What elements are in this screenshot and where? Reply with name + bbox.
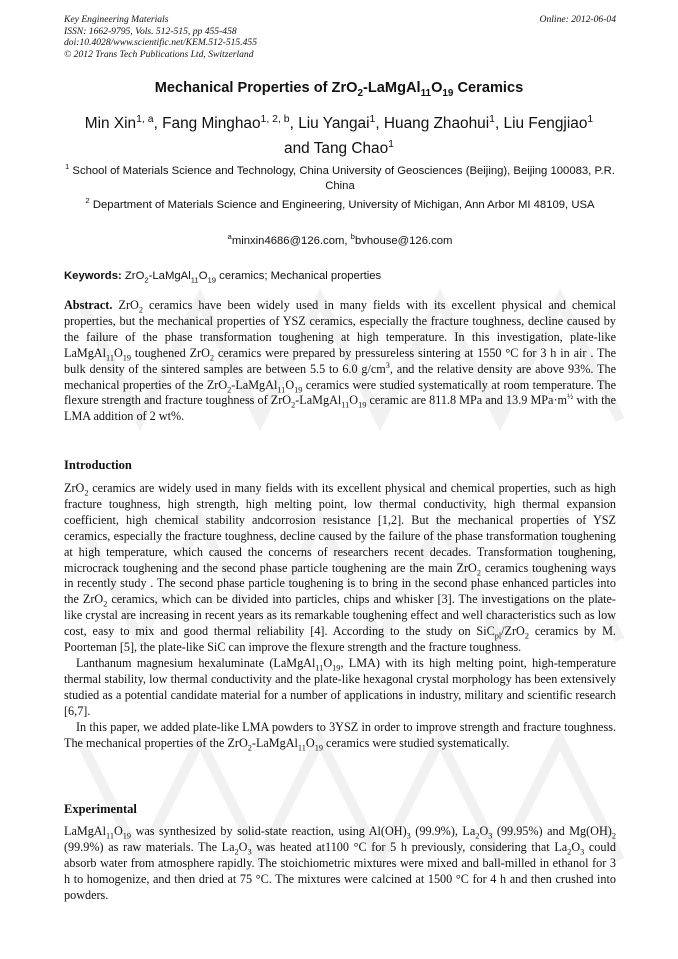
experimental-heading: Experimental [64,802,137,816]
doi-line: doi:10.4028/www.scientific.net/KEM.512-515.455 [64,37,258,49]
affiliation-2: $^2$ Department of Materials Science and Engineering, University of Michigan, Ann Arbor MI 48109, USA [85,196,595,211]
introduction-heading: Introduction [64,458,132,472]
online-date: Online: 2012-06-04 [539,14,616,25]
author-emails: $^a$minxin4686@126.com, $^b$bvhouse@126.com [227,232,453,247]
abstract-label: Abstract. [64,298,113,312]
keywords-label: Keywords: [64,270,122,282]
introduction-paragraph-2: Lanthanum magnesium hexaluminate ($LaMgAl_{11}O_{19}$, LMA) with its high melting point, high-temperature thermal stability, low thermal conductivity and the plate-like hexagonal crystal morphology has been extensively studied as a potential candidate material for a number of applications in industry, military and scientific research [6,7]. [64,655,617,718]
introduction-section [64,481,616,751]
affiliation-1: $^1$ School of Materials Science and Technology, China University of Geosciences (Beijing), Beijing 100083, P.R. China [65,162,615,192]
author-list: Min Xin$^{1, a}$, Fang Minghao$^{1, 2, b}$, Liu Yangai$^1$, Huang Zhaohui$^1$, Liu Fengjiao$^1$ and Tang Chao$^1$ [84,113,594,157]
experimental-section [64,824,616,904]
paper-title: Mechanical Properties of $ZrO_2-LaMgAl_{11}O_{19}$ Ceramics [154,80,524,99]
copyright-line: © 2012 Trans Tech Publications Ltd, Switzerland [64,48,254,60]
abstract-section [64,298,616,425]
abstract-paragraph: Abstract. ZrO$_2$ ceramics have been widely used in many fields with its excellent physical and chemical properties, but the mechanical properties of YSZ ceramics, especially the fracture toughness, decline caused by the failure of the phase transformation toughening at high temperature. In this investigation, plate-like $LaMgAl_{11}O_{19}$ toughened ZrO$_2$ ceramics were prepared by pressureless sintering at 1550 °C for 3 h in air . The bulk density of the sintered samples are between 5.5 to 6.0 $g/cm^3$, and the relative density are above 93%. The mechanical properties of the $ZrO_2-LaMgAl_{11}O_{19}$ ceramics were studied systematically at room temperature. The flexure strength and fracture toughness of $ZrO_2-LaMgAl_{11}O_{19}$ ceramic are 811.8 MPa and 13.9 $MPa\cdot m^{\frac{1}{2}}$ with the LMA addition of 2 wt%. [64,298,617,424]
issn-line: ISSN: 1662-9795, Vols. 512-515, pp 455-458 [64,25,237,37]
journal-header [64,14,616,60]
introduction-paragraph-1: ZrO$_2$ ceramics are widely used in many fields with its excellent physical and chemical properties, such as high fracture toughness, high strength, high melting point, low thermal conductivity, high thermal expansion coefficient, high chemical stability andcorrosion resistance [1,2]. But the mechanical properties of YSZ ceramics, especially the fracture toughness, decline caused by the failure of the phase transformation toughening at high temperature, which caused the concerns of researchers recent decades. Transformation toughening, microcrack toughening and the second phase particle toughening are the main ZrO$_2$ ceramics toughening ways in recently study . The second phase particle toughening is to bring in the second phase enhanced particles into the ZrO$_2$ ceramics, which can be divided into particles, chips and whisker [3]. The investigations on the plate-like crystal are increasing in recent years as its remarkable toughening effect and well characteristics such as low cost, easy to mix and good thermal reliability [4]. According to the study on SiC$_{pl}$/ZrO$_2$ ceramics by M. Poorteman [5], the plate-like SiC can improve the flexure strength and the fracture toughness. [64,481,616,655]
keywords-line: Keywords: $ZrO_2-LaMgAl_{11}O_{19}$ ceramics; Mechanical properties [64,270,382,285]
experimental-paragraph: $LaMgAl_{11}O_{19}$ was synthesized by solid-state reaction, using $Al(OH)_3$ (99.9%), $La_2O_3$ (99.95%) and $Mg(OH)_2$ (99.9%) as raw materials. The $La_2O_3$ was heated at1100 °C for 5 h previously, considering that $La_2O_3$ could absorb water from atmosphere rapidly. The stoichiometric mixtures were mixed and ball-milled in ethanol for 3 h to homogenize, and then dried at 75 °C. The mixtures were calcined at 1500 °C for 4 h and then crushed into powders. [64,824,616,902]
journal-name: Key Engineering Materials [64,14,169,25]
introduction-paragraph-3: In this paper, we added plate-like LMA powders to 3YSZ in order to improve strength and fracture toughness. The mechanical properties of the $ZrO_2-LaMgAl_{11}O_{19}$ ceramics were studied systematically. [64,719,616,752]
